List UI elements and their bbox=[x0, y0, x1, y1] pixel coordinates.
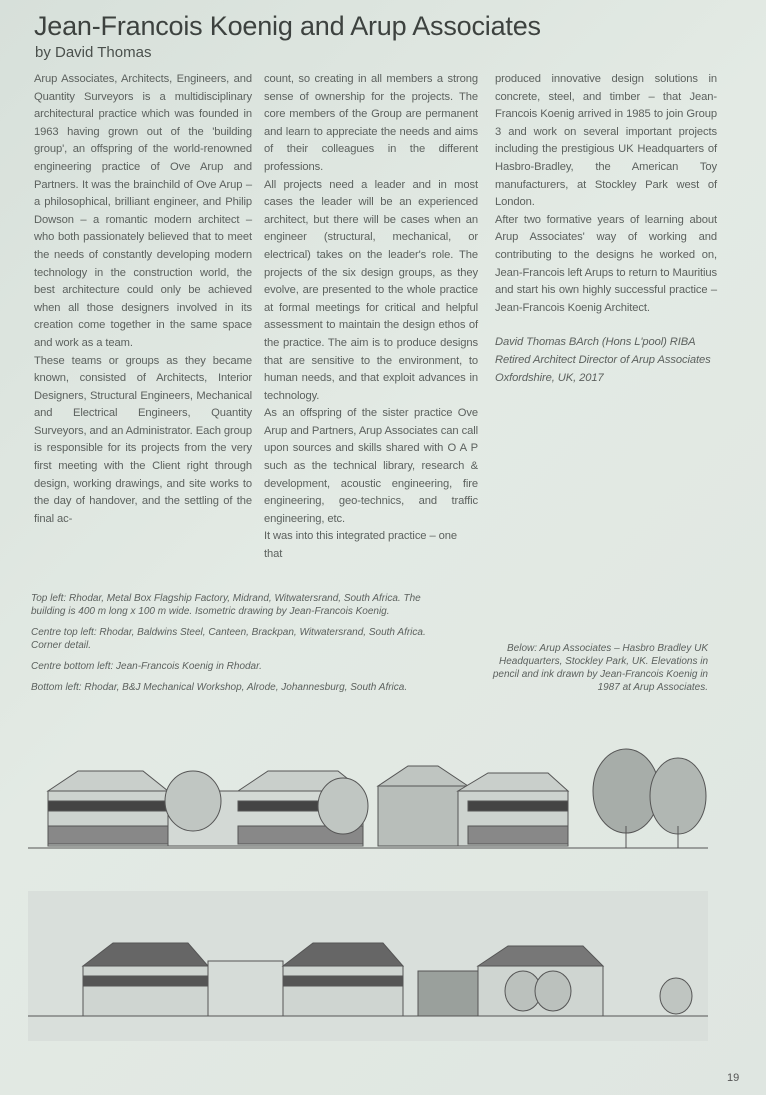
image-captions-left bbox=[31, 592, 451, 702]
caption: Centre bottom left: Jean-Francois Koenig in Rhodar. bbox=[31, 660, 262, 672]
image-captions bbox=[31, 592, 708, 702]
caption: Top left: Rhodar, Metal Box Flagship Factory, Midrand, Witwatersrand, South Africa. The building is 400 m long x 100 m wide. Isometric drawing by Jean-Francois Koenig. bbox=[31, 592, 421, 617]
paragraph: produced innovative design solutions in concrete, steel, and timber – that Jean-Francois Koenig arrived in 1985 to join Group 3 and work on several important projects including the prestigious UK Headquarters of Hasbro-Bradley, the American Toy manufacturers, at Stockley Park west of London. bbox=[495, 73, 717, 209]
paragraph: It was into this integrated practice – one that bbox=[264, 530, 457, 561]
elevation-drawing-bottom bbox=[28, 891, 708, 1041]
elevation-drawing-top bbox=[28, 716, 708, 861]
image-caption-right: Below: Arup Associates – Hasbro Bradley UK Headquarters, Stockley Park, UK. Elevations in pencil and ink drawn by Jean-Francois Koenig in 1987 at Arup Associates. bbox=[492, 642, 708, 693]
author-signature bbox=[495, 334, 717, 387]
signature-line: Oxfordshire, UK, 2017 bbox=[495, 371, 604, 384]
paragraph: Arup Associates, Architects, Engineers, and Quantity Surveyors is a multidisciplinary architectural practice which was founded in 1963 having grown out of the 'building group', an offspring of the world-renowned engineering practice of Ove Arup and Partners. It was the brainchild of Ove Arup – a philosophical, brilliant engineer, and Philip Dowson – a romantic modern architect – who both passionately believed that to meet the needs of constantly developing modern technology in the construction world, the best architecture could only be achieved when all those designers involved in its creation come together in the same space and work as a team. bbox=[34, 73, 252, 349]
text-column-2 bbox=[264, 71, 478, 564]
article-byline: by David Thomas bbox=[35, 44, 152, 61]
paragraph: These teams or groups as they became known, consisted of Architects, Interior Designers, Structural Engineers, Mechanical and Electrical Engineers, Quantity Surveyors, and an Administrator. Each group is responsible for its projects from the very first meeting with the Client right through design, working drawings, and site works to the day of handover, and the settling of the final ac- bbox=[34, 354, 252, 525]
caption: Bottom left: Rhodar, B&J Mechanical Workshop, Alrode, Johannesburg, South Africa. bbox=[31, 681, 408, 693]
paragraph: All projects need a leader and in most cases the leader will be an experienced architect, but there will be cases when an engineer (structural, mechanical, or electrical) takes on the leader's role. The projects of the six design groups, as they evolve, are presented to the whole practice at formal meetings for critical and helpful assessment to maintain the design ethos of the practice. The aim is to produce designs that are sensitive to the environment, to human needs, and that exploit advances in technology. bbox=[264, 178, 478, 402]
signature-line: Retired Architect Director of Arup Associates bbox=[495, 353, 711, 366]
paragraph: As an offspring of the sister practice Ove Arup and Partners, Arup Associates can call upon sources and skills shared with O A P such as the technical library, research & development, acoustic engineering, fire engineering, geo-technics, and traffic engineering, etc. bbox=[264, 407, 478, 525]
page-number: 19 bbox=[727, 1071, 740, 1084]
text-column-1 bbox=[34, 71, 252, 528]
paragraph: count, so creating in all members a strong sense of ownership for the projects. The core members of the Group are permanent and learn to appreciate the needs and aims of their colleagues in the different professions. bbox=[264, 73, 478, 173]
text-column-3 bbox=[495, 71, 717, 387]
text-columns bbox=[34, 71, 717, 564]
signature-line: David Thomas BArch (Hons L'pool) RIBA bbox=[495, 336, 696, 349]
paragraph: After two formative years of learning about Arup Associates' way of working and contributing to the designs he worked on, Jean-Francois left Arups to return to Mauritius and start his own highly successful practice – Jean-Francois Koenig Architect. bbox=[495, 213, 717, 314]
article-title: Jean-Francois Koenig and Arup Associates bbox=[34, 11, 541, 41]
caption: Centre top left: Rhodar, Baldwins Steel, Canteen, Brackpan, Witwatersrand, South Africa. Corner detail. bbox=[31, 626, 426, 651]
